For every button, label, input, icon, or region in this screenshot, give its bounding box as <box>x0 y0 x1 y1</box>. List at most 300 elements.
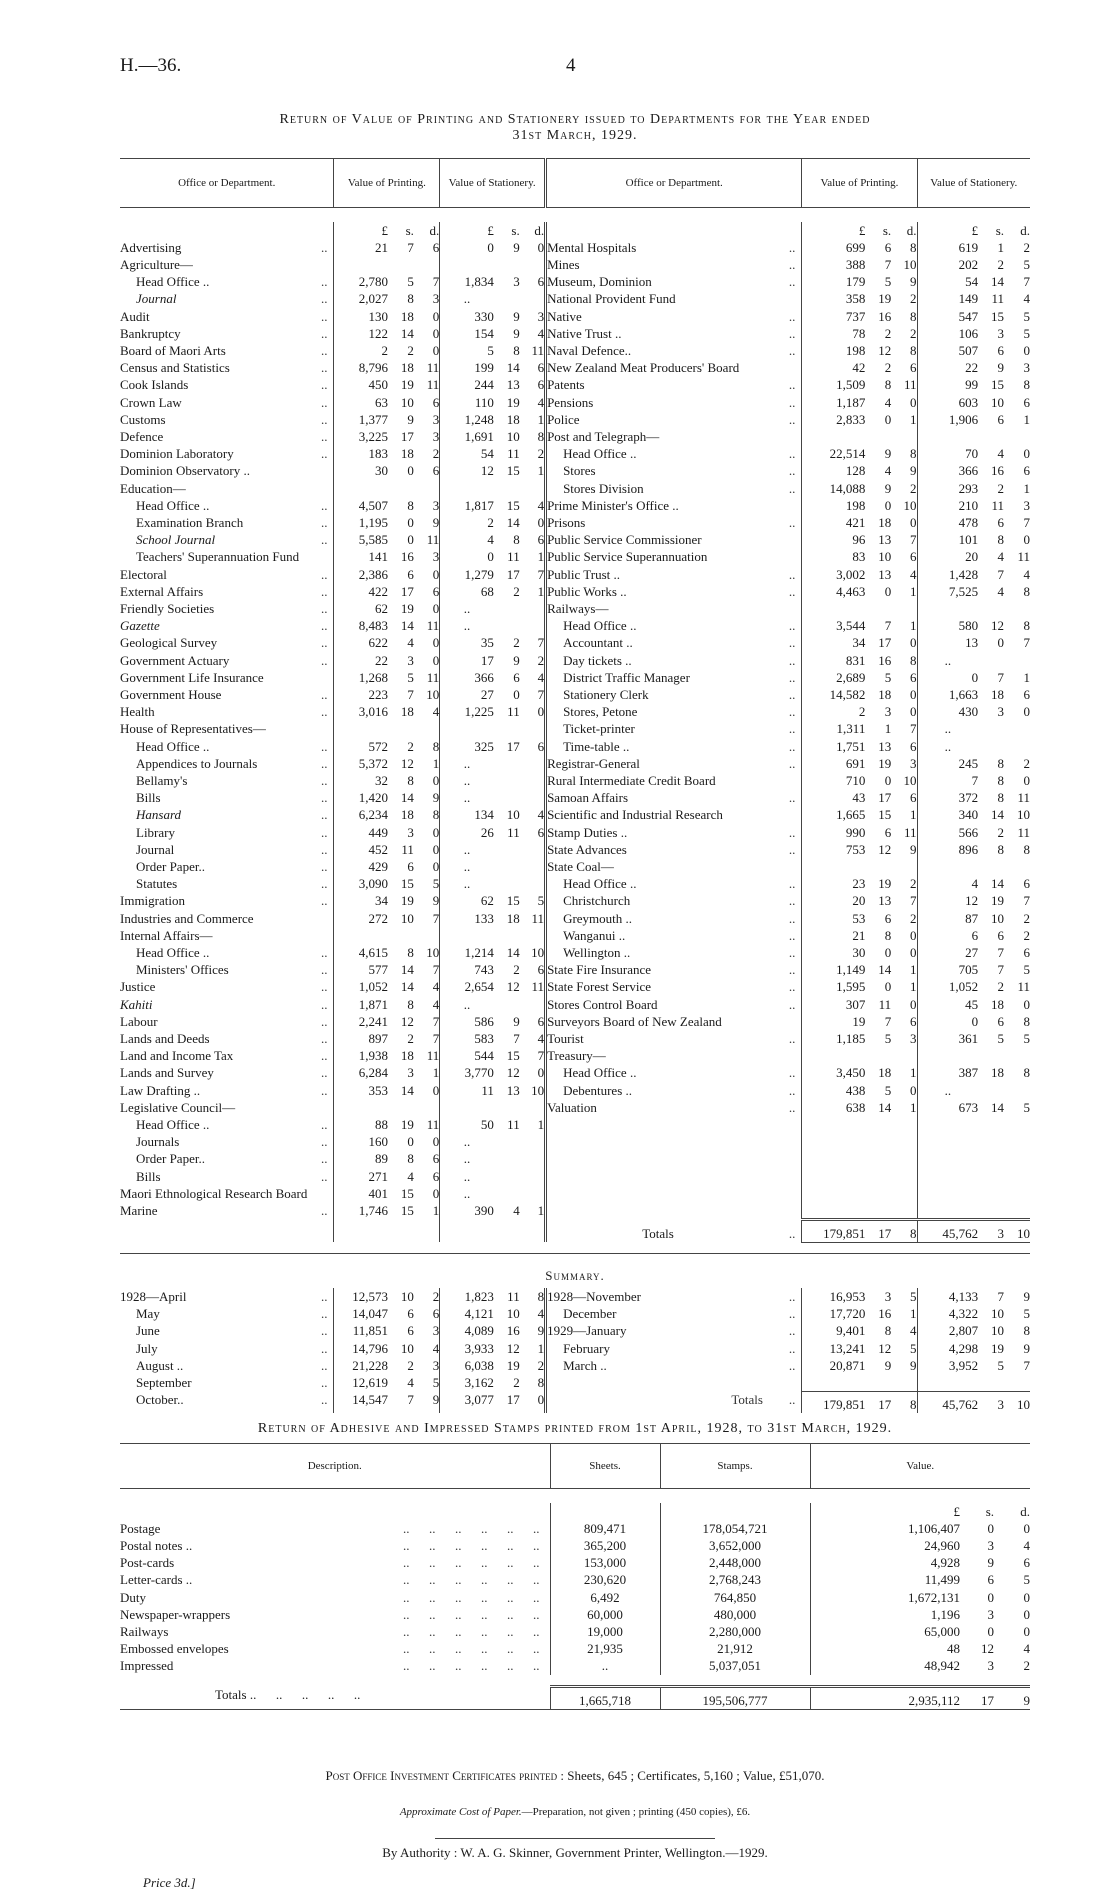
stationery-shillings: 2 <box>513 583 520 599</box>
printing-pounds <box>802 600 865 617</box>
leader-dots <box>299 462 334 479</box>
stationery-pence: 6 <box>1023 686 1030 702</box>
office-name: Head Office .. <box>136 274 210 290</box>
stationery-pounds: .. <box>917 1082 978 1099</box>
stamp-sheets: 809,471 <box>550 1520 660 1537</box>
printing-pence: 5 <box>910 1289 917 1304</box>
printing-shillings: 4 <box>407 635 414 651</box>
table-row <box>120 290 1030 307</box>
printing-pounds: 5,585 <box>334 531 388 548</box>
leader-dots: .. <box>320 979 328 995</box>
printing-shillings: 10 <box>878 549 892 565</box>
currency-row <box>120 222 1030 239</box>
stationery-pence: 6 <box>1023 876 1030 892</box>
table-row <box>120 755 1030 772</box>
printing-pounds: 42 <box>802 359 865 376</box>
office-name: Registrar-General <box>546 755 769 772</box>
printing-pence: 0 <box>432 824 440 840</box>
printing-pounds: 422 <box>334 583 388 600</box>
stamp-description <box>120 1640 550 1657</box>
printing-pounds: 14,582 <box>802 686 865 703</box>
printing-pence: 11 <box>904 377 917 393</box>
stationery-pence: 5 <box>1023 1306 1030 1322</box>
stationery-shillings <box>494 600 520 617</box>
printing-pence: 6 <box>432 239 440 255</box>
stationery-pounds: 6,038 <box>440 1357 494 1374</box>
printing-shillings: 19 <box>400 600 414 616</box>
office-name: Head Office .. <box>136 738 210 754</box>
paper-text: —Preparation, not given ; printing (450 copies), £6. <box>521 1806 751 1818</box>
stationery-pounds: 4,322 <box>917 1305 978 1322</box>
printing-pounds: 8,483 <box>334 617 388 634</box>
printing-pence: 6 <box>910 1013 917 1029</box>
stationery-pence: 0 <box>537 239 545 255</box>
stamps-title: Return of Adhesive and Impressed Stamps printed from 1st April, 1928, to 31st March, 1929. <box>257 1421 893 1436</box>
stationery-pence: 6 <box>537 1013 545 1029</box>
leader-dots <box>769 600 802 617</box>
printing-shillings: 2 <box>407 342 414 358</box>
stationery-pounds: 1,823 <box>440 1288 494 1305</box>
stationery-pence: 11 <box>1017 790 1030 806</box>
table-row <box>120 841 1030 858</box>
stationery-shillings: 8 <box>997 773 1005 788</box>
stationery-shillings: 16 <box>991 463 1005 479</box>
stamp-count: 21,912 <box>660 1640 810 1657</box>
table-row <box>120 875 1030 892</box>
stamp-totals-label <box>120 1686 550 1709</box>
stamp-row <box>120 1554 1030 1571</box>
table-row <box>120 548 1030 565</box>
office-name: Wellington .. <box>546 944 769 961</box>
stationery-pence <box>520 1099 546 1116</box>
stationery-shillings: 7 <box>997 1289 1005 1304</box>
stationery-shillings: 4 <box>997 549 1005 565</box>
printing-pence: 0 <box>432 1185 440 1201</box>
leader-dots: .. <box>320 360 328 376</box>
stamp-row <box>120 1537 1030 1554</box>
stationery-pence: 9 <box>1023 1289 1030 1304</box>
stamp-value-pence: 4 <box>1023 1641 1030 1657</box>
printing-pence: 10 <box>426 945 440 961</box>
leader-dots: .. <box>788 1031 796 1047</box>
office-name: School Journal <box>136 532 216 548</box>
stationery-pence: 8 <box>537 1375 545 1391</box>
table-row <box>120 1013 1030 1030</box>
stationery-pounds: 673 <box>917 1099 978 1116</box>
stationery-shillings: 1 <box>997 239 1005 255</box>
printing-pence: 6 <box>910 669 917 685</box>
office-name: Land and Income Tax <box>120 1048 234 1064</box>
leader-dots: .. <box>788 325 796 341</box>
printing-pounds: 5,372 <box>334 755 388 772</box>
price: Price 3d.] <box>143 1875 196 1890</box>
table-row <box>120 806 1030 823</box>
office-name: Native Trust .. <box>546 325 769 342</box>
stationery-shillings <box>978 720 1004 737</box>
stationery-shillings <box>978 858 1004 875</box>
stamp-value-pounds: 1,106,407 <box>908 1520 960 1536</box>
leader-dots: .. <box>788 256 796 272</box>
stationery-pounds: 7,525 <box>917 583 978 600</box>
printing-stationery-table <box>120 158 1030 1254</box>
stationery-pence: 7 <box>537 1048 545 1064</box>
printing-pounds <box>334 480 388 497</box>
table-row <box>120 583 1030 600</box>
empty-cell <box>978 1185 1004 1202</box>
stationery-pounds: 68 <box>440 583 494 600</box>
printing-shillings <box>865 1047 891 1064</box>
stationery-shillings <box>494 1168 520 1185</box>
stationery-pence <box>520 789 546 806</box>
office-name: Prisons <box>546 514 769 531</box>
office-name: Dominion Laboratory <box>120 446 234 462</box>
empty-cell <box>891 1150 917 1167</box>
stationery-pounds: 4 <box>917 875 978 892</box>
printing-pounds: 30 <box>802 944 865 961</box>
stationery-pence: 8 <box>1023 583 1030 599</box>
leader-dots: .. .. .. .. .. .. <box>403 1520 540 1536</box>
stationery-pounds: .. <box>917 652 978 669</box>
stationery-pence: 9 <box>537 1323 545 1339</box>
printing-shillings: 18 <box>400 1048 414 1064</box>
leader-dots: .. <box>788 377 796 393</box>
total-printing-pence: 8 <box>891 1219 917 1242</box>
leader-dots: .. <box>320 308 328 324</box>
printing-pence: 0 <box>910 394 917 410</box>
printing-pounds: 14,547 <box>334 1391 388 1413</box>
page-number: 4 <box>566 55 576 76</box>
leader-dots <box>769 290 802 307</box>
printing-pence: 8 <box>910 239 917 255</box>
stationery-pence: 0 <box>1023 446 1030 462</box>
printing-shillings: 17 <box>878 635 892 651</box>
leader-dots: .. <box>788 394 796 410</box>
leader-dots <box>299 480 334 497</box>
printing-shillings: 12 <box>400 755 414 771</box>
printing-shillings: 8 <box>407 945 414 961</box>
leader-dots: .. <box>788 721 796 737</box>
stamp-desc-wrap <box>120 1537 550 1554</box>
unit-pound: £ <box>802 222 865 239</box>
printing-shillings: 4 <box>407 1168 414 1184</box>
empty-cell <box>802 1150 865 1167</box>
table-row <box>120 772 1030 789</box>
printing-pounds: 53 <box>802 910 865 927</box>
office-name: District Traffic Manager <box>546 669 769 686</box>
leader-dots: .. <box>320 1151 328 1167</box>
stamp-row <box>120 1623 1030 1640</box>
leader-dots: .. <box>320 704 328 720</box>
printing-pounds: 1,185 <box>802 1030 865 1047</box>
leader-dots: .. <box>320 1082 328 1098</box>
printing-pounds: 8,796 <box>334 359 388 376</box>
stationery-shillings: 19 <box>506 394 520 410</box>
spacer <box>120 1675 1030 1687</box>
office-name: Crown Law <box>120 394 182 410</box>
printing-pence: 3 <box>432 1357 440 1373</box>
stationery-pence <box>520 617 546 634</box>
printing-shillings: 19 <box>400 377 414 393</box>
printing-pounds: 622 <box>334 634 388 651</box>
printing-pounds: 572 <box>334 738 388 755</box>
summary-table <box>120 1288 1030 1413</box>
stationery-pounds: 430 <box>917 703 978 720</box>
leader-dots: .. <box>320 841 328 857</box>
printing-shillings: 8 <box>884 1323 892 1339</box>
unit-shilling: s. <box>511 222 520 238</box>
stationery-pence <box>1004 652 1030 669</box>
printing-pounds: 63 <box>334 394 388 411</box>
table-row <box>120 1202 1030 1219</box>
printing-shillings: 14 <box>878 962 892 978</box>
table-row <box>120 256 1030 273</box>
stamp-value-pence: 0 <box>1023 1520 1030 1536</box>
stationery-shillings: 2 <box>513 1375 520 1391</box>
summary-row <box>120 1357 1030 1374</box>
printing-pounds: 183 <box>334 445 388 462</box>
stationery-pence: 6 <box>1023 394 1030 410</box>
stamp-count: 2,768,243 <box>660 1571 810 1588</box>
bottom-rule <box>120 1242 1030 1253</box>
stamp-value-pounds: 11,499 <box>924 1572 960 1588</box>
table-row <box>120 531 1030 548</box>
stationery-pounds: 4,298 <box>917 1340 978 1357</box>
office-name: Statutes <box>136 876 178 892</box>
office-name: Bills <box>136 790 161 806</box>
printing-shillings: 12 <box>878 841 892 857</box>
stamp-value-shillings: 3 <box>987 1606 994 1622</box>
printing-pounds: 62 <box>334 600 388 617</box>
printing-pounds: 831 <box>802 652 865 669</box>
printing-shillings: 19 <box>400 893 414 909</box>
printing-pence: 1 <box>910 1306 917 1322</box>
leader-dots <box>299 669 334 686</box>
stationery-shillings <box>494 875 520 892</box>
office-name <box>546 1374 769 1391</box>
printing-shillings: 13 <box>878 532 892 548</box>
stamp-value-shillings: 6 <box>987 1572 994 1588</box>
printing-pounds: 160 <box>334 1133 388 1150</box>
office-name: Valuation <box>546 1099 769 1116</box>
stationery-shillings: 13 <box>506 377 520 393</box>
stamp-value-shillings: 3 <box>987 1537 994 1553</box>
stationery-pounds <box>917 1047 978 1064</box>
office-name: Ticket-printer <box>546 720 769 737</box>
office-name: Stamp Duties .. <box>546 824 769 841</box>
printing-shillings: 0 <box>884 497 892 513</box>
stationery-pence: 2 <box>537 652 545 668</box>
leader-dots: .. <box>320 1168 328 1184</box>
stationery-shillings: 15 <box>991 308 1005 324</box>
stationery-shillings: 9 <box>513 239 520 255</box>
stamp-value-pounds: 1,672,131 <box>908 1589 960 1605</box>
stationery-pence: 0 <box>1023 532 1030 548</box>
leader-dots: .. <box>320 1134 328 1150</box>
stationery-shillings: 6 <box>513 669 520 685</box>
stamp-value-pounds: 24,960 <box>924 1537 960 1553</box>
stationery-pounds: 1,428 <box>917 566 978 583</box>
printing-shillings: 11 <box>401 841 414 857</box>
office-name: Christchurch <box>546 892 769 909</box>
printing-pounds: 6,234 <box>334 806 388 823</box>
printing-shillings: 6 <box>884 239 892 255</box>
printing-shillings: 16 <box>400 549 414 565</box>
stationery-shillings: 12 <box>506 1340 520 1356</box>
leader-dots <box>769 858 802 875</box>
leader-dots <box>299 720 334 737</box>
leader-dots: .. <box>320 342 328 358</box>
stationery-pence: 11 <box>1017 979 1030 995</box>
printing-pence: 9 <box>432 1392 440 1408</box>
stationery-shillings: 18 <box>991 686 1005 702</box>
office-name: October.. <box>136 1392 184 1408</box>
printing-shillings: 14 <box>878 1099 892 1115</box>
printing-pence: 8 <box>432 807 440 823</box>
empty-cell <box>769 1133 802 1150</box>
stationery-pence: 6 <box>537 377 545 393</box>
table-row <box>120 892 1030 909</box>
stationery-pence <box>520 875 546 892</box>
unit-pence: d. <box>1020 1503 1030 1519</box>
stationery-pence: 4 <box>1023 291 1030 307</box>
empty-cell <box>891 1133 917 1150</box>
stationery-pence <box>1004 738 1030 755</box>
stationery-shillings: 11 <box>507 824 520 840</box>
printing-shillings: 9 <box>407 411 414 427</box>
stationery-shillings <box>494 1099 520 1116</box>
col-office: Office or Department. <box>546 159 802 208</box>
stationery-pounds: .. <box>917 720 978 737</box>
office-name: Journal <box>136 841 175 857</box>
printing-shillings: 18 <box>400 308 414 324</box>
stationery-pence: 0 <box>1023 342 1030 358</box>
stationery-shillings: 11 <box>507 549 520 565</box>
office-name: Treasury— <box>546 1047 769 1064</box>
leader-dots: .. <box>788 1289 796 1304</box>
stationery-pounds: 0 <box>440 548 494 565</box>
printing-pence: 7 <box>910 893 917 909</box>
stamp-sheets: 60,000 <box>550 1606 660 1623</box>
leader-dots: .. <box>320 1065 328 1081</box>
leader-dots: .. <box>788 463 796 479</box>
printing-pence: 1 <box>432 1203 440 1219</box>
stamp-count: 3,652,000 <box>660 1537 810 1554</box>
stationery-pence <box>520 1168 546 1185</box>
empty-cell <box>1004 1202 1030 1219</box>
stationery-pounds: 896 <box>917 841 978 858</box>
empty-cell <box>978 1168 1004 1185</box>
stamps-header <box>120 1444 1030 1489</box>
office-name: Defence <box>120 428 164 444</box>
stationery-pence: 2 <box>1023 927 1030 943</box>
leader-dots: .. <box>320 738 328 754</box>
empty-cell <box>865 1168 891 1185</box>
leader-dots: .. <box>788 893 796 909</box>
printing-shillings: 11 <box>878 996 892 1012</box>
document-reference: H.—36. <box>120 55 182 76</box>
stationery-pounds: 99 <box>917 376 978 393</box>
stamp-count: 764,850 <box>660 1589 810 1606</box>
stationery-pence: 4 <box>537 669 545 685</box>
stationery-shillings: 14 <box>991 876 1005 892</box>
stationery-shillings: 16 <box>506 1323 520 1339</box>
stationery-shillings: 10 <box>991 910 1005 926</box>
office-name: Bellamy's <box>136 773 188 788</box>
printing-pounds: 2 <box>334 342 388 359</box>
printing-pounds: 22 <box>334 652 388 669</box>
table-row <box>120 445 1030 462</box>
printing-shillings: 0 <box>884 411 892 427</box>
stationery-pounds: .. <box>440 1168 494 1185</box>
leader-dots <box>769 1374 802 1391</box>
printing-pounds <box>802 1374 865 1391</box>
leader-dots: .. <box>788 704 796 720</box>
printing-pounds: 990 <box>802 824 865 841</box>
printing-shillings: 16 <box>878 652 892 668</box>
summary-body <box>120 1288 1030 1413</box>
stationery-pounds: 244 <box>440 376 494 393</box>
col-office: Office or Department. <box>120 159 334 208</box>
stamp-total-shillings: 17 <box>960 1686 994 1709</box>
poic-values: Sheets, 645 ; Certificates, 5,160 ; Value, £51,070. <box>567 1768 825 1783</box>
stamp-sheets: 6,492 <box>550 1589 660 1606</box>
printing-pounds: 1,052 <box>334 978 388 995</box>
printing-pence: 0 <box>432 635 440 651</box>
printing-pence <box>414 720 440 737</box>
stationery-shillings: 11 <box>507 1117 520 1133</box>
stationery-shillings <box>494 927 520 944</box>
stationery-pence: 0 <box>537 1065 545 1081</box>
printing-pounds: 128 <box>802 462 865 479</box>
empty-cell <box>802 1116 865 1133</box>
leader-dots: .. <box>788 239 796 255</box>
stationery-pence: 8 <box>1023 1323 1030 1339</box>
stamp-totals-row <box>120 1686 1030 1709</box>
stationery-pounds: 361 <box>917 1030 978 1047</box>
leader-dots: .. <box>788 1082 796 1098</box>
office-name: Head Office .. <box>546 445 769 462</box>
printing-pence: 7 <box>432 962 440 978</box>
stationery-shillings: 9 <box>513 1013 520 1029</box>
printing-pence: 0 <box>910 704 917 720</box>
leader-dots: .. <box>788 652 796 668</box>
stationery-pounds: 17 <box>440 652 494 669</box>
stationery-pounds: 1,834 <box>440 273 494 290</box>
printing-shillings: 15 <box>400 1185 414 1201</box>
stationery-shillings <box>978 1374 1004 1391</box>
stationery-pounds <box>440 256 494 273</box>
office-name: Bankruptcy <box>120 325 181 341</box>
stationery-pounds: .. <box>440 617 494 634</box>
empty-cell <box>299 1219 334 1242</box>
printing-shillings: 18 <box>400 704 414 720</box>
leader-dots: .. <box>320 1357 328 1373</box>
office-name: Government Actuary <box>120 652 230 668</box>
printing-shillings: 13 <box>878 738 892 754</box>
empty-cell <box>891 1168 917 1185</box>
stamp-row <box>120 1571 1030 1588</box>
stationery-pounds: 478 <box>917 514 978 531</box>
stationery-pence <box>1004 428 1030 445</box>
printing-pounds: 307 <box>802 996 865 1013</box>
summary-row <box>120 1305 1030 1322</box>
stationery-pence: 4 <box>1023 566 1030 582</box>
paper-label: Approximate Cost of Paper. <box>399 1806 522 1818</box>
stationery-pounds: 3,077 <box>440 1391 494 1413</box>
office-name: Health <box>120 704 155 720</box>
printing-pounds: 1,268 <box>334 669 388 686</box>
stationery-pounds: 54 <box>440 445 494 462</box>
